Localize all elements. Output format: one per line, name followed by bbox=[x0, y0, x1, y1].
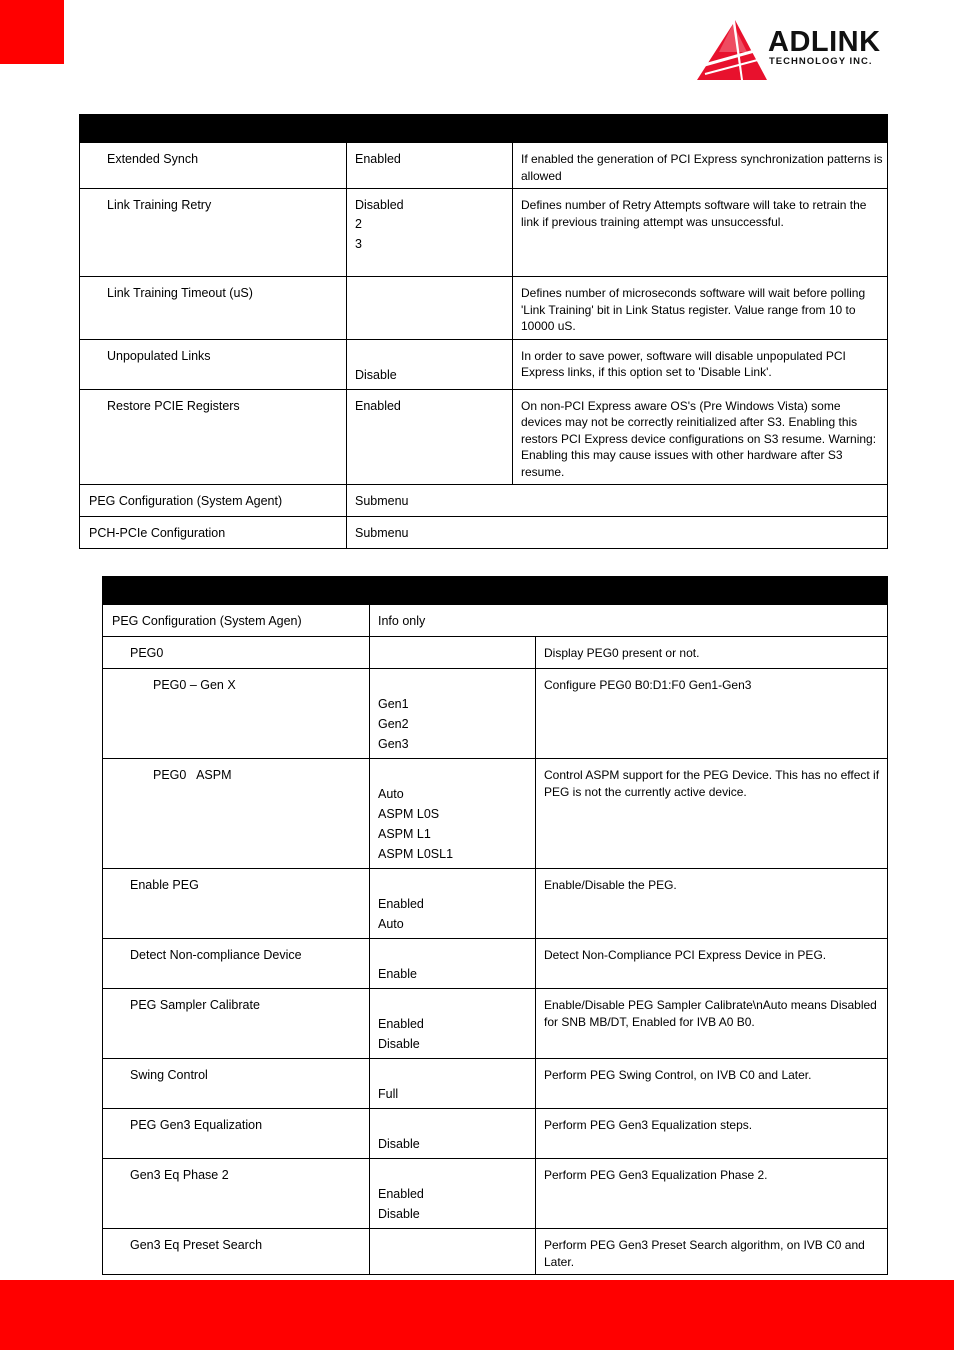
option-value: Disabled bbox=[355, 198, 404, 212]
option-value bbox=[378, 1117, 531, 1134]
setting-help: Perform PEG Gen3 Preset Search algorithm, on IVB C0 and Later. bbox=[536, 1229, 888, 1275]
option-value: Gen2 bbox=[378, 717, 409, 731]
option-value: Disable bbox=[378, 1137, 420, 1151]
submenu-value: Submenu bbox=[347, 485, 888, 517]
option-value: ASPM L0S bbox=[378, 807, 440, 821]
setting-label: PEG0 – Gen X bbox=[103, 669, 370, 759]
table-row bbox=[80, 339, 888, 389]
setting-help: On non-PCI Express aware OS's (Pre Windows Vista) some devices may not be correctly reinitialized after S3. Enabling this restors PCI Express device configurations on S3 resume. Warning: Enabling this may cause issues with other hardware after S3 resume. bbox=[513, 389, 888, 485]
info-label: PEG Configuration (System Agen) bbox=[103, 605, 370, 637]
setting-label: PEG0 bbox=[103, 637, 370, 669]
setting-options bbox=[370, 869, 536, 939]
table-row bbox=[103, 1159, 888, 1229]
table-row bbox=[80, 517, 888, 549]
setting-label: Extended Synch bbox=[80, 143, 347, 189]
table-row bbox=[103, 1229, 888, 1275]
option-value: 3 bbox=[355, 237, 362, 251]
setting-options bbox=[347, 143, 513, 189]
option-value: Enabled bbox=[355, 398, 401, 413]
submenu-value: Submenu bbox=[347, 517, 888, 549]
option-value: Disable bbox=[355, 367, 397, 382]
setting-help: Defines number of Retry Attempts software will take to retrain the link if previous training attempt was unsuccessful. bbox=[513, 189, 888, 277]
option-value: Auto bbox=[378, 787, 404, 801]
option-value bbox=[378, 997, 531, 1014]
setting-label: Gen3 Eq Phase 2 bbox=[103, 1159, 370, 1229]
footer-red-bar bbox=[0, 1280, 954, 1350]
option-value: Enable bbox=[378, 967, 417, 981]
option-value: Auto bbox=[378, 917, 404, 931]
table-row bbox=[103, 989, 888, 1059]
brand-tagline: TECHNOLOGY INC. bbox=[769, 56, 873, 67]
setting-label: Enable PEG bbox=[103, 869, 370, 939]
adlink-logo bbox=[695, 18, 910, 84]
setting-label: Link Training Timeout (uS) bbox=[80, 277, 347, 340]
setting-options bbox=[370, 1159, 536, 1229]
option-value bbox=[378, 947, 531, 964]
info-value: Info only bbox=[370, 605, 888, 637]
setting-options bbox=[370, 1109, 536, 1159]
submenu-label: PCH-PCIe Configuration bbox=[80, 517, 347, 549]
table-header-bar bbox=[103, 577, 888, 605]
setting-options bbox=[347, 339, 513, 389]
setting-help: Perform PEG Swing Control, on IVB C0 and Later. bbox=[536, 1059, 888, 1109]
option-value: Enabled bbox=[378, 897, 424, 911]
table-row bbox=[80, 485, 888, 517]
table-header-bar bbox=[80, 115, 888, 143]
table-row bbox=[80, 143, 888, 189]
setting-help: Control ASPM support for the PEG Device. This has no effect if PEG is not the currently active device. bbox=[536, 759, 888, 869]
table-row bbox=[103, 605, 888, 637]
pcie-settings-table bbox=[79, 114, 888, 549]
setting-help: Enable/Disable PEG Sampler Calibrate\nAuto means Disabled for SNB MB/DT, Enabled for IVB A0 B0. bbox=[536, 989, 888, 1059]
option-value: Gen3 bbox=[378, 737, 409, 751]
setting-options bbox=[347, 389, 513, 485]
setting-help: Detect Non-Compliance PCI Express Device in PEG. bbox=[536, 939, 888, 989]
submenu-label: PEG Configuration (System Agent) bbox=[80, 485, 347, 517]
option-value: Enabled bbox=[355, 152, 401, 166]
table-row bbox=[80, 189, 888, 277]
setting-options bbox=[347, 189, 513, 277]
option-value bbox=[378, 767, 531, 784]
option-value bbox=[378, 877, 531, 894]
table-row bbox=[80, 389, 888, 485]
setting-label: PEG0 ASPM bbox=[103, 759, 370, 869]
option-value bbox=[378, 1167, 531, 1184]
setting-label: Restore PCIE Registers bbox=[80, 389, 347, 485]
setting-label: PEG Gen3 Equalization bbox=[103, 1109, 370, 1159]
setting-options bbox=[370, 1059, 536, 1109]
table-row bbox=[103, 939, 888, 989]
setting-help: Configure PEG0 B0:D1:F0 Gen1-Gen3 bbox=[536, 669, 888, 759]
option-value bbox=[378, 1067, 531, 1084]
option-value: Enabled bbox=[378, 1187, 424, 1201]
option-value: ASPM L1 bbox=[378, 827, 431, 841]
setting-options bbox=[370, 1229, 536, 1275]
option-value: Disable bbox=[378, 1037, 420, 1051]
setting-help: Perform PEG Gen3 Equalization steps. bbox=[536, 1109, 888, 1159]
setting-label: Gen3 Eq Preset Search bbox=[103, 1229, 370, 1275]
table-row bbox=[103, 1059, 888, 1109]
option-value: ASPM L0SL1 bbox=[378, 847, 454, 861]
option-value: Full bbox=[378, 1087, 399, 1101]
setting-help: Perform PEG Gen3 Equalization Phase 2. bbox=[536, 1159, 888, 1229]
setting-help: Display PEG0 present or not. bbox=[536, 637, 888, 669]
table-row bbox=[103, 637, 888, 669]
setting-label: Link Training Retry bbox=[80, 189, 347, 277]
setting-options bbox=[370, 637, 536, 669]
setting-help: Defines number of microseconds software will wait before polling 'Link Training' bit in Link Status register. Value range from 10 to 10000 uS. bbox=[513, 277, 888, 340]
adlink-triangle-icon bbox=[695, 18, 767, 84]
setting-label: Unpopulated Links bbox=[80, 339, 347, 389]
header-red-block bbox=[0, 0, 64, 64]
setting-help: If enabled the generation of PCI Express synchronization patterns is allowed bbox=[513, 143, 888, 189]
option-value: Gen1 bbox=[378, 697, 409, 711]
setting-help: In order to save power, software will disable unpopulated PCI Express links, if this option set to 'Disable Link'. bbox=[513, 339, 888, 389]
table-row bbox=[80, 277, 888, 340]
option-value: Enabled bbox=[378, 1017, 424, 1031]
peg-config-table bbox=[102, 576, 888, 1275]
table-row bbox=[103, 759, 888, 869]
table-row bbox=[103, 669, 888, 759]
setting-label: PEG Sampler Calibrate bbox=[103, 989, 370, 1059]
setting-options bbox=[370, 669, 536, 759]
setting-label: Swing Control bbox=[103, 1059, 370, 1109]
option-value: Disable bbox=[378, 1207, 420, 1221]
setting-options bbox=[370, 759, 536, 869]
option-value bbox=[378, 677, 531, 694]
option-value: 2 bbox=[355, 217, 362, 231]
setting-options bbox=[370, 939, 536, 989]
setting-help: Enable/Disable the PEG. bbox=[536, 869, 888, 939]
setting-options bbox=[370, 989, 536, 1059]
option-value bbox=[355, 348, 508, 365]
table-row bbox=[103, 869, 888, 939]
table-row bbox=[103, 1109, 888, 1159]
setting-label: Detect Non-compliance Device bbox=[103, 939, 370, 989]
brand-name: ADLINK bbox=[768, 26, 881, 58]
setting-options bbox=[347, 277, 513, 340]
